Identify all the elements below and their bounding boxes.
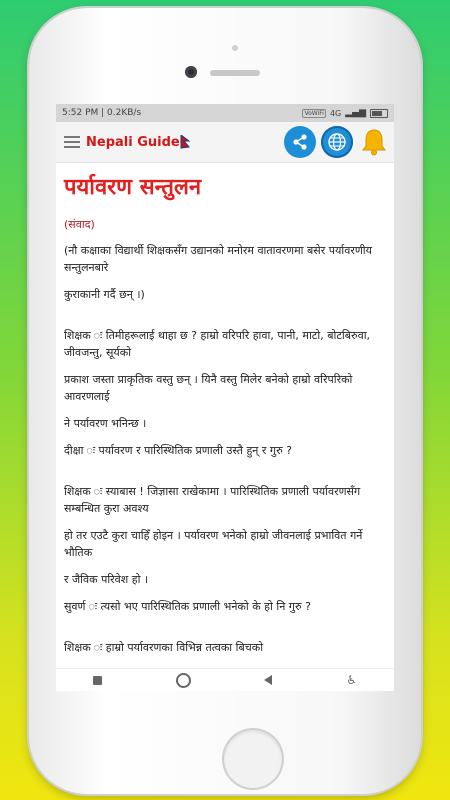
- article-title: पर्यावरण सन्तुलन: [64, 175, 202, 200]
- paragraph: सुवर्ण ः त्यसो भए पारिस्थितिक प्रणाली भनेको के हो नि गुरु ?: [64, 600, 311, 613]
- android-nav-bar: [56, 668, 394, 691]
- battery-icon: [370, 109, 388, 118]
- website-button[interactable]: [321, 126, 353, 158]
- notification-button[interactable]: [358, 126, 390, 158]
- hamburger-menu-icon[interactable]: [64, 136, 80, 148]
- status-bar: [56, 104, 394, 122]
- article-content: [56, 163, 394, 656]
- spacer: [64, 313, 386, 327]
- home-button[interactable]: [224, 730, 282, 788]
- screen: [56, 104, 394, 691]
- paragraph: दीक्षा ः पर्यावरण र पारिस्थितिक प्रणाली उस्तै हुन् र गुरु ?: [64, 444, 293, 457]
- paragraph: र जैविक परिवेश हो ।: [64, 573, 149, 586]
- recents-button[interactable]: [93, 676, 102, 685]
- nepal-flag-icon: [180, 135, 190, 149]
- back-button[interactable]: [264, 675, 272, 685]
- accessibility-icon[interactable]: ♿: [346, 673, 358, 687]
- paragraph: (नौ कक्षाका विद्यार्थी शिक्षकसँग उद्यानको मनोरम वातावरणमा बसेर पर्यावरणीय सन्तुलनबारे: [64, 244, 372, 274]
- spacer: [64, 625, 386, 639]
- bell-icon: [361, 128, 387, 156]
- paragraph: शिक्षक ः स्याबास ! जिज्ञासा राखेकामा । पारिस्थितिक प्रणाली पर्यावरणसँग सम्बन्धित कुरा अवश्य: [64, 485, 361, 515]
- paragraph: शिक्षक ः हाम्रो पर्यावरणका विभिन्न तत्वका बिचको: [64, 641, 264, 654]
- appbar-actions: [284, 126, 390, 158]
- proximity-sensor: [232, 45, 238, 51]
- status-time: 5:52 PM | 0.2KB/s: [62, 108, 142, 118]
- paragraph: ने पर्यावरण भनिन्छ ।: [64, 417, 147, 430]
- signal-icon: ▂▄▆: [345, 108, 366, 118]
- paragraph: प्रकाश जस्ता प्राकृतिक वस्तु छन् । यिनै वस्तु मिलेर बनेको हाम्रो वरिपरिको आवरणलाई: [64, 373, 353, 403]
- article-subtitle: (संवाद): [64, 218, 95, 231]
- vowifi-label: VoWiFi: [304, 109, 324, 117]
- front-camera: [185, 66, 197, 78]
- globe-icon: [327, 132, 347, 152]
- app-title: Nepali Guide: [86, 134, 180, 150]
- paragraph: हो तर एउटै कुरा चाहिँ होइन । पर्यावरण भनेको हाम्रो जीवनलाई प्रभावित गर्ने भौतिक: [64, 529, 363, 559]
- paragraph: शिक्षक ः तिमीहरूलाई थाहा छ ? हाम्रो वरिपरि हावा, पानी, माटो, बोटबिरुवा, जीवजन्तु, सूर्यको: [64, 329, 371, 359]
- share-button[interactable]: [284, 126, 316, 158]
- network-label: 4G: [329, 108, 342, 118]
- app-bar: [56, 122, 394, 163]
- earpiece-speaker: [210, 70, 260, 76]
- status-icons: [302, 108, 388, 118]
- home-nav-button[interactable]: [176, 673, 191, 688]
- paragraph: कुराकानी गर्दै छन् ।): [64, 288, 145, 301]
- share-icon: [291, 133, 309, 151]
- spacer: [64, 469, 386, 483]
